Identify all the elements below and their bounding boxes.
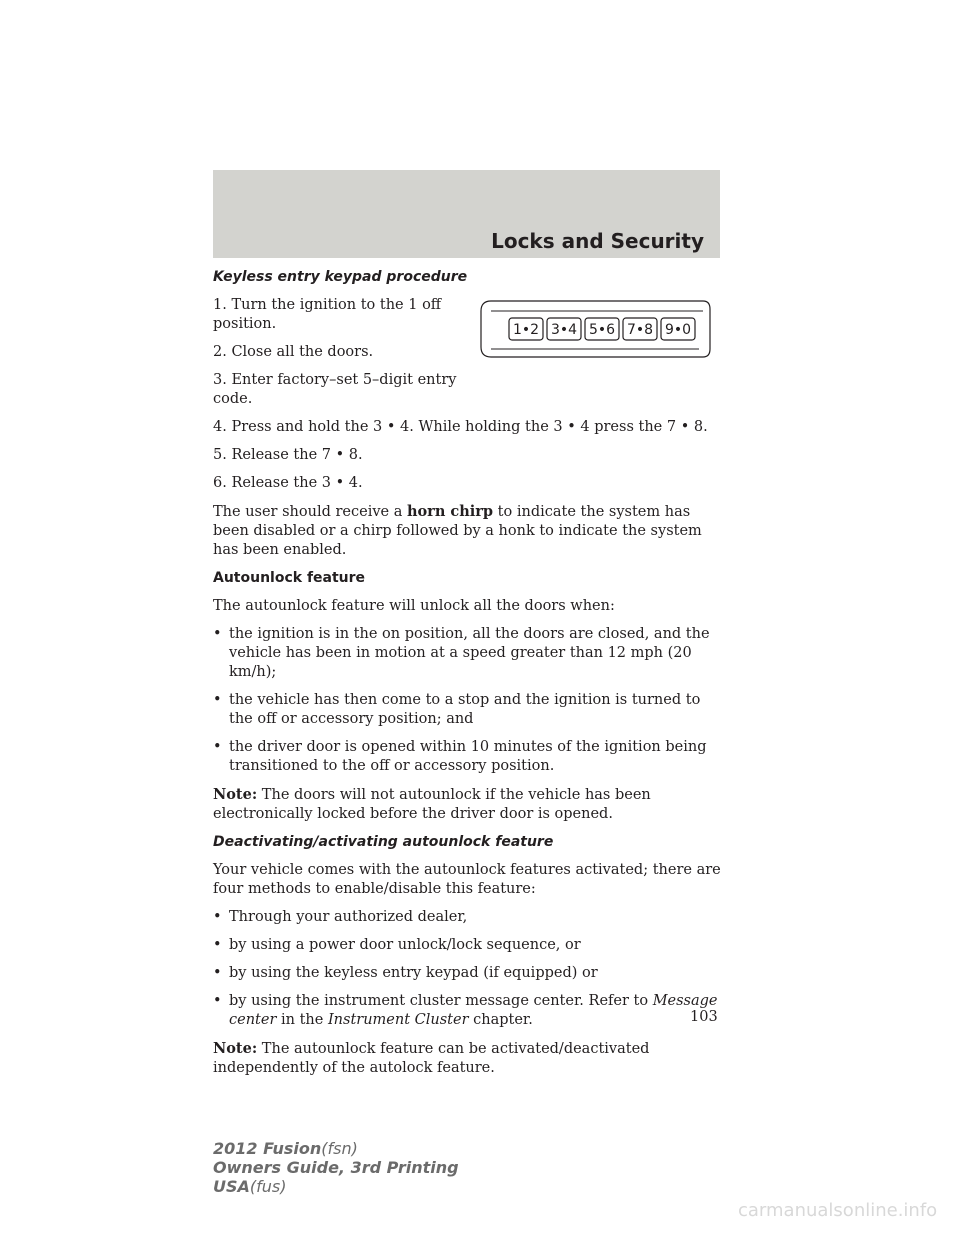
section-title: Locks and Security: [491, 229, 704, 253]
list-item: • the vehicle has then come to a stop and the ignition is turned to the off or accessory position; and: [213, 692, 701, 727]
page-number: 103: [690, 1009, 718, 1025]
bullet-icon: •: [213, 937, 222, 953]
bullet-icon: •: [213, 626, 222, 642]
list-item: • the driver door is opened within 10 minutes of the ignition being transitioned to the off or accessory position.: [213, 739, 707, 774]
svg-text:1•2: 1•2: [512, 322, 540, 338]
list-item: • the ignition is in the on position, all the doors are closed, and the vehicle has been in motion at a speed greater than 12 mph (20 km/h);: [213, 626, 710, 680]
step-2: 2. Close all the doors.: [213, 344, 374, 360]
list-item: • by using a power door unlock/lock sequence, or: [213, 937, 581, 953]
page-content: [213, 268, 723, 1087]
step-6: 6. Release the 3 • 4.: [213, 475, 363, 491]
bullet-icon: •: [213, 739, 222, 755]
list-item: • by using the keyless entry keypad (if equipped) or: [213, 965, 598, 981]
svg-text:3•4: 3•4: [550, 322, 578, 338]
bullet-icon: •: [213, 909, 222, 925]
message-center-ref: Message center: [229, 993, 718, 1028]
result-paragraph: The user should receive a horn chirp to indicate the system has been disabled or a chirp followed by a honk to indicate the system has been enabled.: [213, 503, 702, 558]
watermark: carmanualsonline.info: [738, 1200, 938, 1221]
deactivating-heading: Deactivating/activating autounlock feature: [213, 834, 554, 850]
svg-text:9•0: 9•0: [664, 322, 692, 338]
list-item: • Through your authorized dealer,: [213, 909, 468, 925]
svg-text:5•6: 5•6: [588, 322, 616, 338]
horn-chirp-term: horn chirp: [406, 503, 494, 520]
svg-text:7•8: 7•8: [626, 322, 654, 338]
instrument-cluster-ref: Instrument Cluster: [327, 1012, 469, 1028]
bullet-icon: •: [213, 993, 222, 1009]
bullet-icon: •: [213, 965, 222, 981]
footer-printing-info: 2012 Fusion(fsn) Owners Guide, 3rd Printing USA(fus): [213, 1139, 459, 1196]
step-4: 4. Press and hold the 3 • 4. While holding the 3 • 4 press the 7 • 8.: [213, 419, 708, 435]
keypad-procedure-heading: Keyless entry keypad procedure: [213, 269, 468, 285]
step-5: 5. Release the 7 • 8.: [213, 447, 363, 463]
bullet-icon: •: [213, 692, 222, 708]
step-3: 3. Enter factory–set 5–digit entry code.: [213, 372, 457, 407]
deactivating-intro: Your vehicle comes with the autounlock features activated; there are four methods to enable/disable this feature:: [213, 862, 721, 897]
step-1: 1. Turn the ignition to the 1 off position.: [213, 297, 442, 332]
list-item: • by using the instrument cluster message center. Refer to Message center in the Instrument Cluster chapter.: [213, 993, 718, 1028]
deactivating-note: Note: The autounlock feature can be activated/deactivated independently of the autolock feature.: [213, 1040, 650, 1076]
section-header-bar: [213, 170, 720, 258]
autounlock-note: Note: The doors will not autounlock if the vehicle has been electronically locked before the driver door is opened.: [213, 786, 651, 822]
autounlock-intro: The autounlock feature will unlock all the doors when:: [213, 598, 615, 614]
autounlock-heading: Autounlock feature: [213, 570, 366, 586]
